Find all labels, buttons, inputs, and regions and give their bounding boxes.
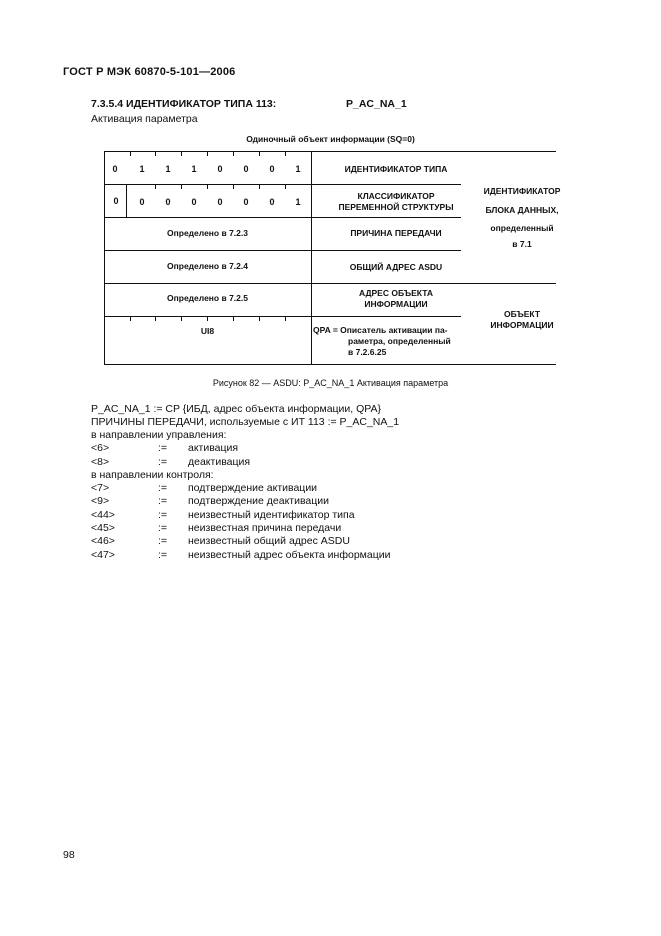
bit-value: 0 bbox=[217, 197, 223, 207]
cot-code: <47> bbox=[91, 549, 115, 561]
cot-label: ПРИЧИНА ПЕРЕДАЧИ bbox=[350, 228, 442, 238]
data-unit-id-label-line4: в 7.1 bbox=[512, 239, 532, 249]
cot-meaning: неизвестная причина передачи bbox=[188, 522, 342, 534]
asdu-address-definition: Определено в 7.2.4 bbox=[167, 261, 248, 271]
monitor-direction-heading: в направлении контроля: bbox=[91, 469, 214, 481]
cot-meaning: подтверждение активации bbox=[188, 482, 318, 494]
ui8-label: UI8 bbox=[200, 326, 215, 336]
bit-tick bbox=[130, 151, 131, 156]
section-code: P_AC_NA_1 bbox=[346, 98, 407, 110]
cot-meaning: активация bbox=[188, 442, 239, 454]
cot-meaning: деактивация bbox=[188, 456, 251, 468]
bit-tick bbox=[285, 316, 286, 321]
row-divider bbox=[104, 217, 311, 218]
qpa-description-line1: QPA = Описатель активации па- bbox=[313, 325, 448, 335]
bit-value: 0 bbox=[139, 197, 145, 207]
cot-meaning: неизвестный адрес объекта информации bbox=[188, 549, 391, 561]
bit-tick bbox=[181, 151, 182, 156]
control-direction-heading: в направлении управления: bbox=[91, 429, 227, 441]
assign-operator: := bbox=[158, 522, 168, 534]
assign-operator: := bbox=[158, 456, 168, 468]
info-object-label-line2: ИНФОРМАЦИИ bbox=[490, 320, 554, 330]
bit-tick bbox=[181, 316, 182, 321]
cot-definition: Определено в 7.2.3 bbox=[167, 228, 248, 238]
ioa-definition: Определено в 7.2.5 bbox=[167, 293, 248, 303]
cot-code: <7> bbox=[91, 482, 110, 494]
table-bottom-border bbox=[104, 364, 556, 365]
cot-code: <44> bbox=[91, 509, 115, 521]
bit-tick bbox=[259, 316, 260, 321]
cot-meaning: неизвестный идентификатор типа bbox=[188, 509, 355, 521]
data-unit-id-label-line3: определенный bbox=[490, 223, 554, 233]
block-divider bbox=[104, 283, 556, 284]
document-header: ГОСТ Р МЭК 60870-5-101—2006 bbox=[63, 66, 236, 78]
figure-caption: Рисунок 82 — ASDU: P_AC_NA_1 Активация параметра bbox=[212, 378, 449, 388]
label-divider bbox=[311, 316, 461, 317]
assign-operator: := bbox=[158, 509, 168, 521]
bit-tick bbox=[130, 316, 131, 321]
bit-tick bbox=[181, 184, 182, 189]
assign-operator: := bbox=[158, 549, 168, 561]
bit-value: 0 bbox=[243, 164, 249, 174]
section-subtitle: Активация параметра bbox=[91, 113, 198, 125]
assign-operator: := bbox=[158, 495, 168, 507]
variable-structure-label-line2: ПЕРЕМЕННОЙ СТРУКТУРЫ bbox=[338, 202, 454, 212]
table-top-border bbox=[104, 151, 556, 152]
bit-tick bbox=[259, 151, 260, 156]
table-caption: Одиночный объект информации (SQ=0) bbox=[246, 134, 415, 144]
bit-value: 0 bbox=[243, 197, 249, 207]
bit-value: 0 bbox=[269, 197, 275, 207]
bit-value: 0 bbox=[217, 164, 223, 174]
section-title: 7.3.5.4 ИДЕНТИФИКАТОР ТИПА 113: bbox=[91, 98, 277, 110]
bit-tick bbox=[207, 316, 208, 321]
bit-tick bbox=[207, 184, 208, 189]
bit-tick bbox=[233, 151, 234, 156]
bit-value: 0 bbox=[112, 164, 118, 174]
label-divider bbox=[311, 217, 461, 218]
ioa-label-line2: ИНФОРМАЦИИ bbox=[364, 299, 428, 309]
cot-code: <9> bbox=[91, 495, 110, 507]
bit-value: 0 bbox=[269, 164, 275, 174]
type-id-label: ИДЕНТИФИКАТОР ТИПА bbox=[344, 164, 448, 174]
ioa-label-line1: АДРЕС ОБЪЕКТА bbox=[358, 288, 433, 298]
bit-tick bbox=[155, 184, 156, 189]
column-divider bbox=[311, 151, 312, 364]
bit-tick bbox=[207, 151, 208, 156]
bit-tick bbox=[155, 151, 156, 156]
bit-tick bbox=[155, 316, 156, 321]
assign-operator: := bbox=[158, 535, 168, 547]
cot-code: <8> bbox=[91, 456, 110, 468]
bit-tick bbox=[285, 151, 286, 156]
assign-operator: := bbox=[158, 442, 168, 454]
label-divider bbox=[311, 184, 461, 185]
cot-code: <46> bbox=[91, 535, 115, 547]
bit-tick bbox=[259, 184, 260, 189]
qpa-description-line2: раметра, определенный bbox=[348, 336, 451, 346]
cot-used-line: ПРИЧИНЫ ПЕРЕДАЧИ, используемые с ИТ 113 := P_AC_NA_1 bbox=[91, 416, 400, 428]
bit-tick bbox=[285, 184, 286, 189]
bit-value: 0 bbox=[191, 197, 197, 207]
assign-operator: := bbox=[158, 482, 168, 494]
bit-value: 0 bbox=[113, 196, 119, 206]
bit-tick bbox=[233, 184, 234, 189]
definition-line: P_AC_NA_1 := CP {ИБД, адрес объекта информации, QPA} bbox=[91, 403, 382, 415]
page-number: 98 bbox=[63, 849, 75, 861]
cot-meaning: подтверждение деактивации bbox=[188, 495, 330, 507]
data-unit-id-label-line2: БЛОКА ДАННЫХ, bbox=[485, 205, 559, 215]
label-divider bbox=[311, 250, 461, 251]
cot-meaning: неизвестный общий адрес ASDU bbox=[188, 535, 350, 547]
bit-value: 1 bbox=[295, 164, 301, 174]
bit-value: 1 bbox=[139, 164, 145, 174]
bit-value: 1 bbox=[165, 164, 171, 174]
bit-value: 1 bbox=[295, 197, 301, 207]
bit-value: 0 bbox=[165, 197, 171, 207]
data-unit-id-label-line1: ИДЕНТИФИКАТОР bbox=[483, 186, 561, 196]
asdu-address-label: ОБЩИЙ АДРЕС ASDU bbox=[349, 262, 443, 272]
cot-code: <45> bbox=[91, 522, 115, 534]
bit-value: 1 bbox=[191, 164, 197, 174]
qpa-description-line3: в 7.2.6.25 bbox=[348, 347, 387, 357]
bit-tick bbox=[233, 316, 234, 321]
row-divider bbox=[104, 250, 311, 251]
variable-structure-label-line1: КЛАССИФИКАТОР bbox=[357, 191, 435, 201]
bit-divider bbox=[126, 184, 127, 217]
cot-code: <6> bbox=[91, 442, 110, 454]
info-object-label-line1: ОБЪЕКТ bbox=[503, 309, 541, 319]
